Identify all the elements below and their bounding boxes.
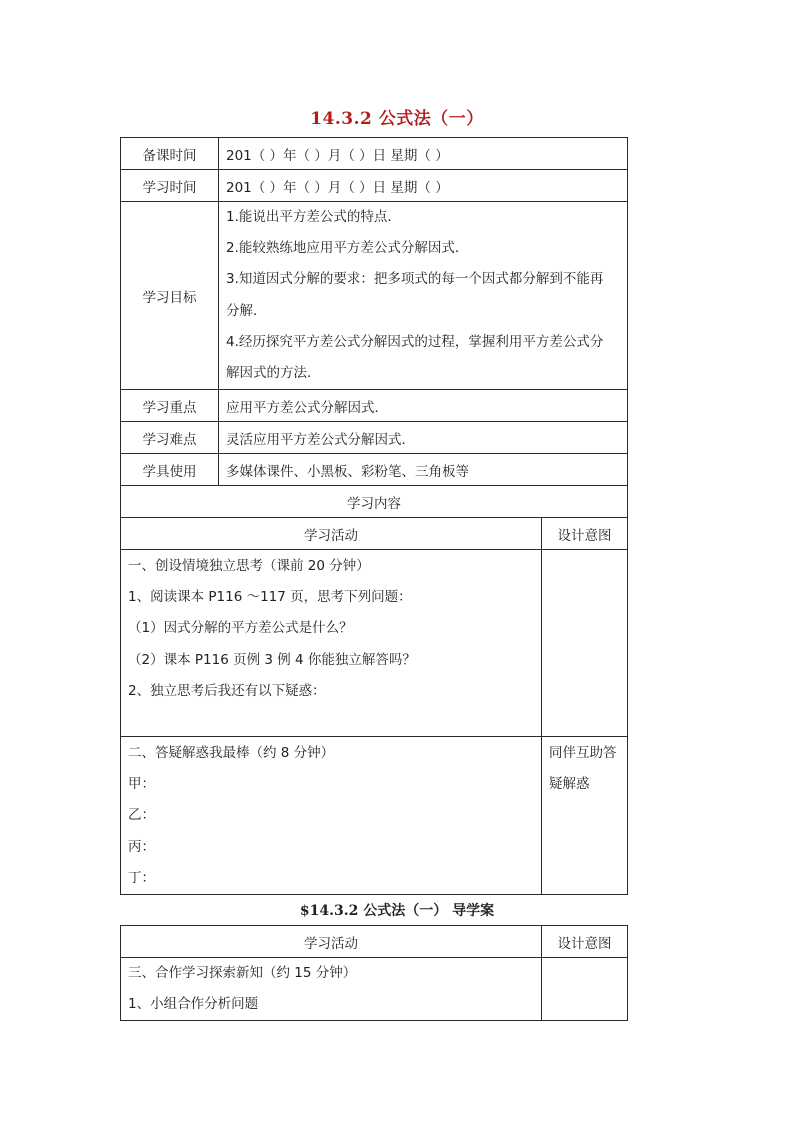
activity-line: （1）因式分解的平方差公式是什么？ (128, 620, 353, 637)
goal-line: 1.能说出平方差公式的特点． (226, 209, 401, 225)
activity-line: 二、答疑解惑我最棒（约 8 分钟） (128, 745, 335, 761)
activity-line: 丁： (128, 869, 155, 886)
goals-content (219, 202, 628, 390)
tools-row (121, 454, 628, 486)
goal-line: 3.知道因式分解的要求：把多项式的每一个因式都分解到不能再 (226, 271, 604, 288)
difficulties-row (121, 422, 628, 454)
difficulties-value: 灵活应用平方差公式分解因式． (219, 422, 628, 454)
learning-content-table (120, 485, 628, 895)
difficulties-label: 学习难点 (121, 422, 219, 454)
activity-line: 三、合作学习探索新知（约 15 分钟） (128, 965, 357, 981)
activity-line: 1、小组合作分析问题 (128, 996, 259, 1013)
key-points-value: 应用平方差公式分解因式． (219, 390, 628, 422)
goals-label: 学习目标 (121, 202, 219, 390)
part1-intent (542, 550, 628, 737)
intent-line: 同伴互助答 (549, 745, 617, 761)
study-time-value: 201（ ）年（ ）月（ ）日 星期（ ） (219, 170, 628, 202)
page2-subtitle: $14.3.2 公式法（一） 导学案 (299, 903, 495, 919)
part1-activity (121, 550, 542, 737)
page2-header-row (121, 926, 628, 958)
prep-time-row (121, 138, 628, 170)
activity-line: 1、阅读课本 P116 ～117 页，思考下列问题： (128, 589, 412, 606)
study-time-label: 学习时间 (121, 170, 219, 202)
page2-col-activity-header: 学习活动 (121, 926, 542, 958)
key-points-row (121, 390, 628, 422)
intent-line: 疑解惑 (549, 776, 590, 793)
part1-row (121, 550, 628, 737)
study-time-row (121, 170, 628, 202)
prep-time-value: 201（ ）年（ ）月（ ）日 星期（ ） (219, 138, 628, 170)
lesson-info-table (120, 137, 628, 486)
header-row (121, 518, 628, 550)
activity-line: （2）课本 P116 页例 3 例 4 你能独立解答吗？ (128, 651, 416, 668)
section-title-row (121, 486, 628, 518)
page2-col-intent-header: 设计意图 (542, 926, 628, 958)
part3-row (121, 958, 628, 1021)
activity-line: 2、独立思考后我还有以下疑惑： (128, 682, 326, 699)
page-title: 14.3.2 公式法（一） (310, 109, 484, 129)
part3-activity (121, 958, 542, 1021)
part3-intent (542, 958, 628, 1021)
goal-line: 4.经历探究平方差公式分解因式的过程，掌握利用平方差公式分 (226, 333, 604, 350)
tools-label: 学具使用 (121, 454, 219, 486)
goals-row (121, 202, 628, 390)
activity-line: 一、创设情境独立思考（课前 20 分钟） (128, 558, 370, 574)
part2-intent (542, 737, 628, 895)
part2-row (121, 737, 628, 895)
goal-line: 分解． (226, 302, 267, 319)
activity-line: 丙： (128, 838, 155, 855)
tools-value: 多媒体课件、小黑板、彩粉笔、三角板等 (219, 454, 628, 486)
section-title: 学习内容 (121, 486, 628, 518)
col-activity-header: 学习活动 (121, 518, 542, 550)
activity-line: 乙： (128, 807, 155, 824)
col-intent-header: 设计意图 (542, 518, 628, 550)
goal-line: 解因式的方法． (226, 364, 321, 381)
prep-time-label: 备课时间 (121, 138, 219, 170)
part2-activity (121, 737, 542, 895)
activity-line: 甲： (128, 776, 155, 793)
goal-line: 2.能较熟练地应用平方差公式分解因式． (226, 240, 469, 257)
page2-table (120, 925, 628, 1021)
key-points-label: 学习重点 (121, 390, 219, 422)
